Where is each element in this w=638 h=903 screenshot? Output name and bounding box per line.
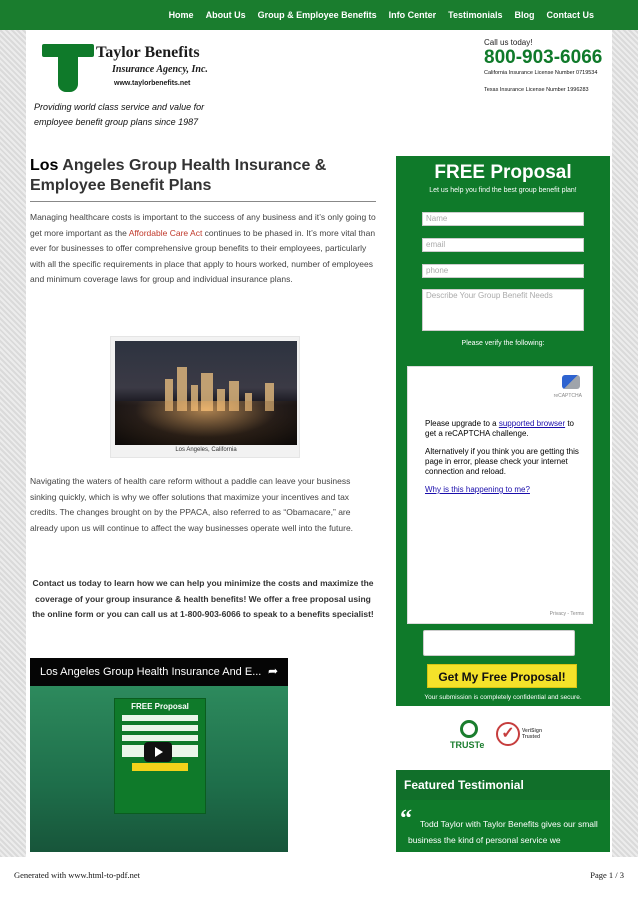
quote-icon: “ xyxy=(400,806,412,832)
recaptcha-message xyxy=(425,419,585,503)
intro-text-b: continues to be phased in. It’s more vital than ever for businesses to offer comprehensive group benefits to their employees, particularly with all the specific requirements in place that apply to hours worked, number of employees and minimum coverage laws for group and individual insurance plans. xyxy=(30,227,376,284)
video-mini-title: FREE Proposal xyxy=(131,702,189,711)
los-angeles-skyline-image xyxy=(115,341,297,445)
page-title-first-word: Los xyxy=(30,157,59,174)
checkmark-icon: ✓ xyxy=(496,722,520,746)
email-field[interactable]: email xyxy=(422,238,584,252)
intro-paragraph xyxy=(30,210,376,288)
name-field[interactable]: Name xyxy=(422,212,584,226)
verify-label: Please verify the following: xyxy=(461,340,545,347)
site-header xyxy=(26,30,612,140)
affordable-care-act-link[interactable]: Affordable Care Act xyxy=(128,227,203,238)
page-title-rest: Angeles Group Health Insurance & Employee Benefit Plans xyxy=(30,157,327,194)
featured-testimonial xyxy=(396,770,610,852)
call-box xyxy=(484,38,610,93)
supported-browser-link[interactable]: supported browser xyxy=(498,419,566,428)
main-column xyxy=(30,156,376,619)
license-texas: Texas Insurance License Number 1996283 xyxy=(484,87,589,93)
testimonial-text: Todd Taylor with Taylor Benefits gives our small business the kind of personal service we xyxy=(408,819,598,845)
get-free-proposal-button[interactable]: Get My Free Proposal! xyxy=(427,664,577,688)
nav-info-center[interactable]: Info Center xyxy=(388,10,437,20)
captcha-text-b: to get a reCAPTCHA challenge. xyxy=(425,419,575,438)
page-number: Page 1 / 3 xyxy=(590,870,624,880)
verisign-label: VeriSign Trusted xyxy=(522,728,543,740)
nav-testimonials[interactable]: Testimonials xyxy=(448,10,503,20)
right-page-pattern xyxy=(612,0,638,857)
testimonial-heading: Featured Testimonial xyxy=(396,770,610,800)
captcha-text-a: Please upgrade to a xyxy=(425,419,499,428)
page-content xyxy=(26,146,612,852)
truste-label: TRUSTe xyxy=(450,740,485,750)
phone-number[interactable]: 800-903-6066 xyxy=(484,47,603,68)
logo-url: www.taylorbenefits.net xyxy=(114,80,191,87)
truste-icon xyxy=(460,720,478,738)
video-title[interactable]: Los Angeles Group Health Insurance And E... xyxy=(40,666,262,678)
nav-contact-us[interactable]: Contact Us xyxy=(546,10,594,20)
license-california: California Insurance License Number 0719534 xyxy=(484,70,598,76)
photo-caption: Los Angeles, California xyxy=(175,447,237,453)
verisign-badge[interactable] xyxy=(496,722,548,748)
describe-needs-field[interactable]: Describe Your Group Benefit Needs xyxy=(422,289,584,331)
secure-note: Your submission is completely confidential and secure. xyxy=(424,694,582,701)
trust-badges xyxy=(396,706,610,774)
nav-blog[interactable]: Blog xyxy=(514,10,535,20)
intro-text-a: Managing healthcare costs is important to the success of any business and it’s only going to get more important as the xyxy=(30,212,376,238)
captcha-response-field[interactable] xyxy=(423,630,575,656)
top-navigation xyxy=(0,0,638,30)
call-label: Call us today! xyxy=(484,38,533,47)
truste-badge[interactable] xyxy=(450,720,490,756)
left-page-pattern xyxy=(0,0,26,857)
share-icon[interactable]: ➦ xyxy=(267,664,278,678)
recaptcha-box xyxy=(407,366,593,624)
la-photo-frame xyxy=(110,336,300,458)
company-logo[interactable] xyxy=(40,40,212,98)
recaptcha-label: reCAPTCHA xyxy=(553,393,582,399)
video-mini-button xyxy=(132,763,188,771)
generator-note: Generated with www.html-to-pdf.net xyxy=(14,870,140,880)
why-happening-link[interactable]: Why is this happening to me? xyxy=(425,485,530,494)
title-divider xyxy=(30,201,376,202)
nav-about-us[interactable]: About Us xyxy=(205,10,246,20)
phone-field[interactable]: phone xyxy=(422,264,584,278)
play-icon[interactable] xyxy=(144,742,172,762)
t-logo-icon xyxy=(40,40,96,94)
contact-cta: Contact us today to learn how we can help you minimize the costs and maximize the coverage of your group insurance & health benefits! We offer a free proposal using the online form or you can call us at 1-800-903-6066 to speak to a benefits specialist! xyxy=(32,578,374,619)
video-player[interactable] xyxy=(30,658,288,852)
logo-company-name: Taylor Benefits xyxy=(96,44,200,61)
page-title xyxy=(30,156,376,196)
reform-paragraph: Navigating the waters of health care reform without a paddle can leave your business sinking quickly, which is why we offer solutions that maximize your incentives and tax credits. The changes brought on by the PPACA, also referred to as “Obamacare,” are already upon us will continue to affect the way businesses operate well into the future. xyxy=(30,476,354,533)
tagline: Providing world class service and value for employee benefit group plans since 1987 xyxy=(34,102,205,127)
video-thumbnail[interactable] xyxy=(30,686,288,852)
proposal-intro: Let us help you find the best group benefit plan! xyxy=(429,187,577,194)
recaptcha-icon xyxy=(562,375,580,389)
proposal-title: FREE Proposal xyxy=(434,162,572,183)
logo-company-subtitle: Insurance Agency, Inc. xyxy=(112,64,208,75)
captcha-text-2: Alternatively if you think you are getting this page in error, please check your internet connection and reload. xyxy=(425,447,579,476)
nav-home[interactable]: Home xyxy=(168,10,194,20)
pdf-footer xyxy=(0,864,638,884)
nav-group-employee-benefits[interactable]: Group & Employee Benefits xyxy=(257,10,377,20)
privacy-terms-link[interactable]: Privacy - Terms xyxy=(549,611,584,617)
proposal-form xyxy=(396,156,610,706)
